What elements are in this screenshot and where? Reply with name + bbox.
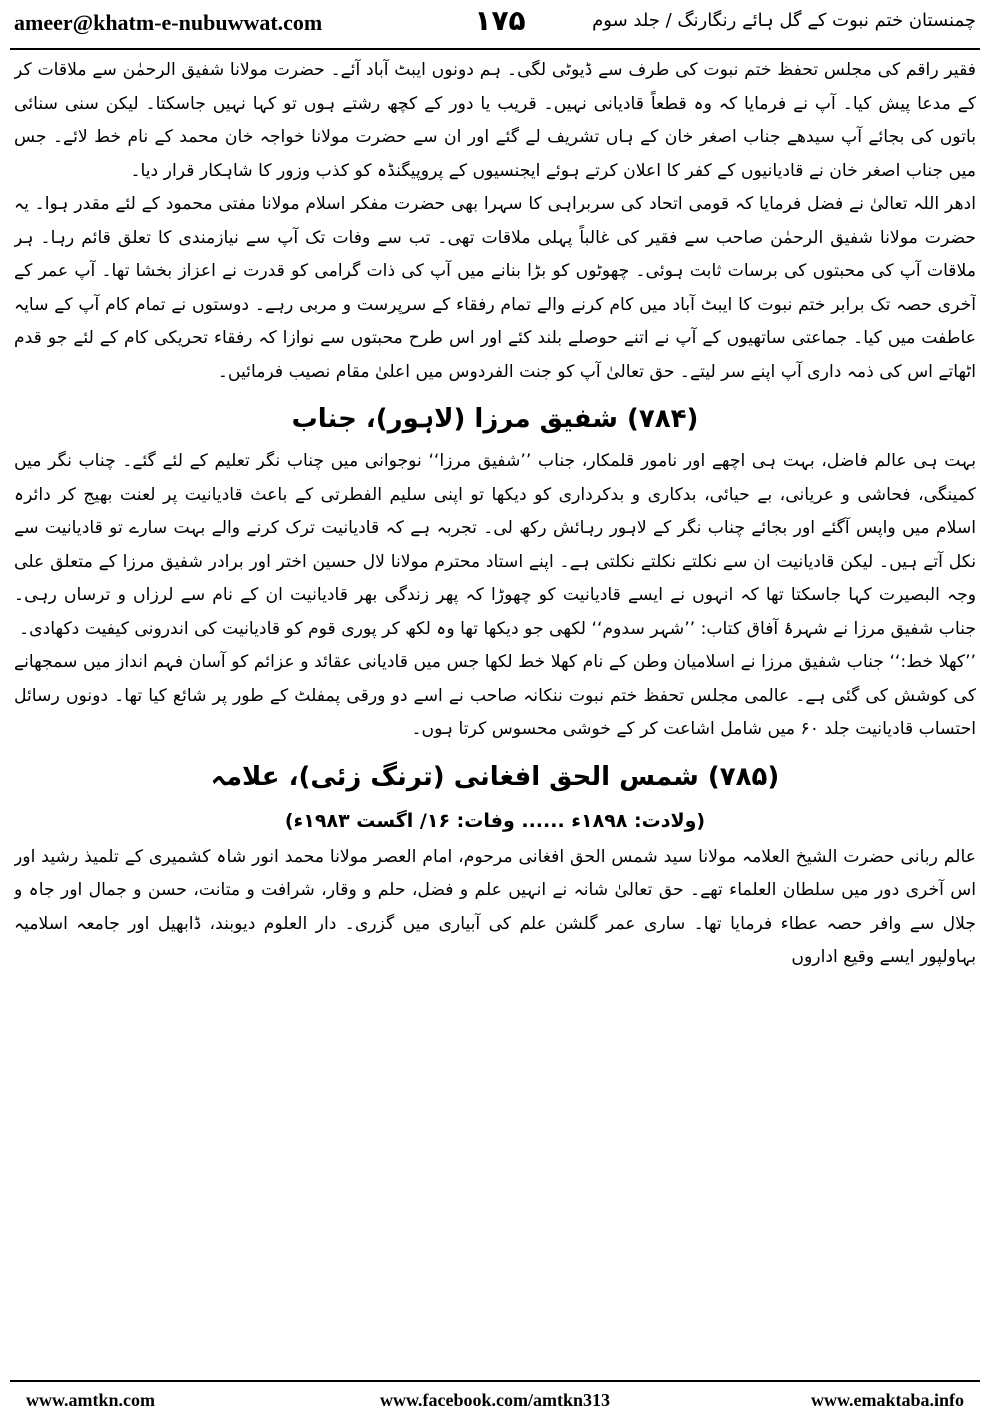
paragraph-1: فقیر راقم کی مجلس تحفظ ختم نبوت کی طرف سے ڈیوٹی لگی۔ ہم دونوں ایبٹ آباد آئے۔ حضرت مولانا شفیق الرحمٰن سے ملاقات کر کے مدعا پیش کیا۔ آپ نے فرمایا کہ وہ قطعاً قادیانی نہیں۔ قریب یا دور کے کچھ رشتے ہوں تو کہا نہیں جاسکتا۔ لیکن سنی سنائی باتوں کی بجائے آپ سیدھے جناب اصغر خان کے ہاں تشریف لے گئے اور ان سے حضرت مولانا خواجہ خان محمد کے نام خط لائے۔ جس میں جناب اصغر خان نے قادیانیوں کے کفر کا اعلان کرتے ہوئے ایجنسیوں کے پروپیگنڈہ کو کذب وزور کا شاہکار قرار دیا۔	[14, 60, 976, 181]
header-email: ameer@khatm-e-nubuwwat.com	[14, 10, 323, 35]
paragraph-4: ’’کھلا خط:‘‘ جناب شفیق مرزا نے اسلامیان وطن کے نام کھلا خط لکھا جس میں قادیانی عقائد و عزائم کو آسان فہم انداز میں سمجھانے کی کوشش کی گئی ہے۔ عالمی مجلس تحفظ ختم نبوت ننکانہ صاحب نے اسے دو ورقی پمفلٹ کے طور پر شائع کیا تھا۔ دونوں رسائل احتساب قادیانیت جلد ۶۰ میں شامل اشاعت کر کے خوشی محسوس کرتا ہوں۔	[14, 652, 976, 739]
footer-rule	[10, 1380, 980, 1382]
page-header	[0, 0, 990, 50]
section-heading-785: (۷۸۵) شمس الحق افغانی (ترنگ زئی)، علامہ	[210, 761, 780, 792]
footer-link-facebook[interactable]: www.facebook.com/amtkn313	[380, 1390, 610, 1410]
footer-link-emaktaba[interactable]: www.emaktaba.info	[810, 1390, 964, 1410]
paragraph-2: ادھر اللہ تعالیٰ نے فضل فرمایا کہ قومی اتحاد کی سربراہی کا سہرا بھی حضرت مفکر اسلام مولانا مفتی محمود کے لئے مقدر ہوا۔ یہ حضرت مولانا شفیق الرحمٰن صاحب سے فقیر کی غالباً پہلی ملاقات تھی۔ تب سے وفات تک آپ سے نیازمندی کا تعلق قائم رہا۔ ہر ملاقات آپ کی محبتوں کی برسات ثابت ہوئی۔ چھوٹوں کو بڑا بنانے میں آپ کی ذات گرامی کو قدرت نے اعزاز بخشا تھا۔ آپ عمر کے آخری حصہ تک برابر ختم نبوت کا ایبٹ آباد میں کام کرنے والے تمام رفقاء کے سرپرست و مربی رہے۔ دوستوں نے تمام کام آپ کے سایہ عاطفت میں کیا۔ جماعتی ساتھیوں کے آپ نے اتنے حوصلے بلند کئے اور اس طرح محبتوں سے نوازا کہ رفقاء تحریکی کام کے لئے جو قدم اٹھاتے اس کی ذمہ داری آپ اپنے سر لیتے۔ حق تعالیٰ آپ کو جنت الفردوس میں اعلیٰ مقام نصیب فرمائیں۔	[14, 194, 976, 382]
header-rule	[10, 48, 980, 50]
paragraph-5: عالم ربانی حضرت الشیخ العلامہ مولانا سید شمس الحق افغانی مرحوم، امام العصر مولانا محمد انور شاہ کشمیری کے تلمیذ رشید اور اس آخری دور میں سلطان العلماء تھے۔ حق تعالیٰ شانہ نے انہیں علم و فضل، حلم و وقار، شرافت و متانت، حسن و جمال اور جاہ و جلال سے وافر حصہ عطاء فرمایا تھا۔ ساری عمر گلشن علم کی آبیاری میں گزری۔ دار العلوم دیوبند، ڈابھیل اور جامعہ اسلامیہ بہاولپور ایسے وقیع اداروں	[14, 846, 976, 967]
section-heading-784: (۷۸۴) شفیق مرزا (لاہور)، جناب	[291, 404, 699, 434]
footer-link-amtkn[interactable]: www.amtkn.com	[26, 1390, 155, 1410]
book-title: چمنستان ختم نبوت کے گل ہائے رنگارنگ / جلد سوم	[592, 10, 976, 31]
page-body	[14, 54, 976, 1374]
paragraph-3: بہت ہی عالم فاضل، بہت ہی اچھے اور نامور قلمکار، جناب ’’شفیق مرزا‘‘ نوجوانی میں چناب نگر تعلیم کے لئے گئے۔ چناب نگر میں کمینگی، فحاشی و عریانی، بے حیائی، بدکاری و بدکرداری کو دیکھا تو اپنی سلیم الفطرتی کے باعث قادیانیت پر لعنت بھیج کر دائرہ اسلام میں واپس آگئے اور بجائے چناب نگر کے لاہور رہائش رکھ لی۔ تجربہ ہے کہ قادیانیت ترک کرنے والے بہت سارے تو قادیانیت سے نکل آتے ہیں۔ لیکن قادیانیت ان سے نکلتے نکلتے نکلتی ہے۔ اپنے استاد محترم مولانا لال حسین اختر اور برادر شفیق مرزا کے متعلق علی وجہ البصیرت کہا جاسکتا تھا کہ انہوں نے ایسے قادیانیت کو چھوڑا کہ پھر زندگی بھر قادیانیت ان کے نام سے لرزاں و ترساں رہی۔ جناب شفیق مرزا نے شہرۂ آفاق کتاب: ’’شہر سدوم‘‘ لکھی جو دیکھا تھا وہ لکھ کر پوری قوم کو قادیانیت کی اندرونی کیفیت دکھادی۔	[14, 451, 976, 639]
birth-death-dates: (ولادت: ۱۸۹۸ء ...... وفات: ۱۶/ اگست ۱۹۸۳ء)	[284, 809, 706, 832]
page-footer	[0, 1384, 990, 1420]
page-number: ۱۷۵	[474, 4, 526, 37]
